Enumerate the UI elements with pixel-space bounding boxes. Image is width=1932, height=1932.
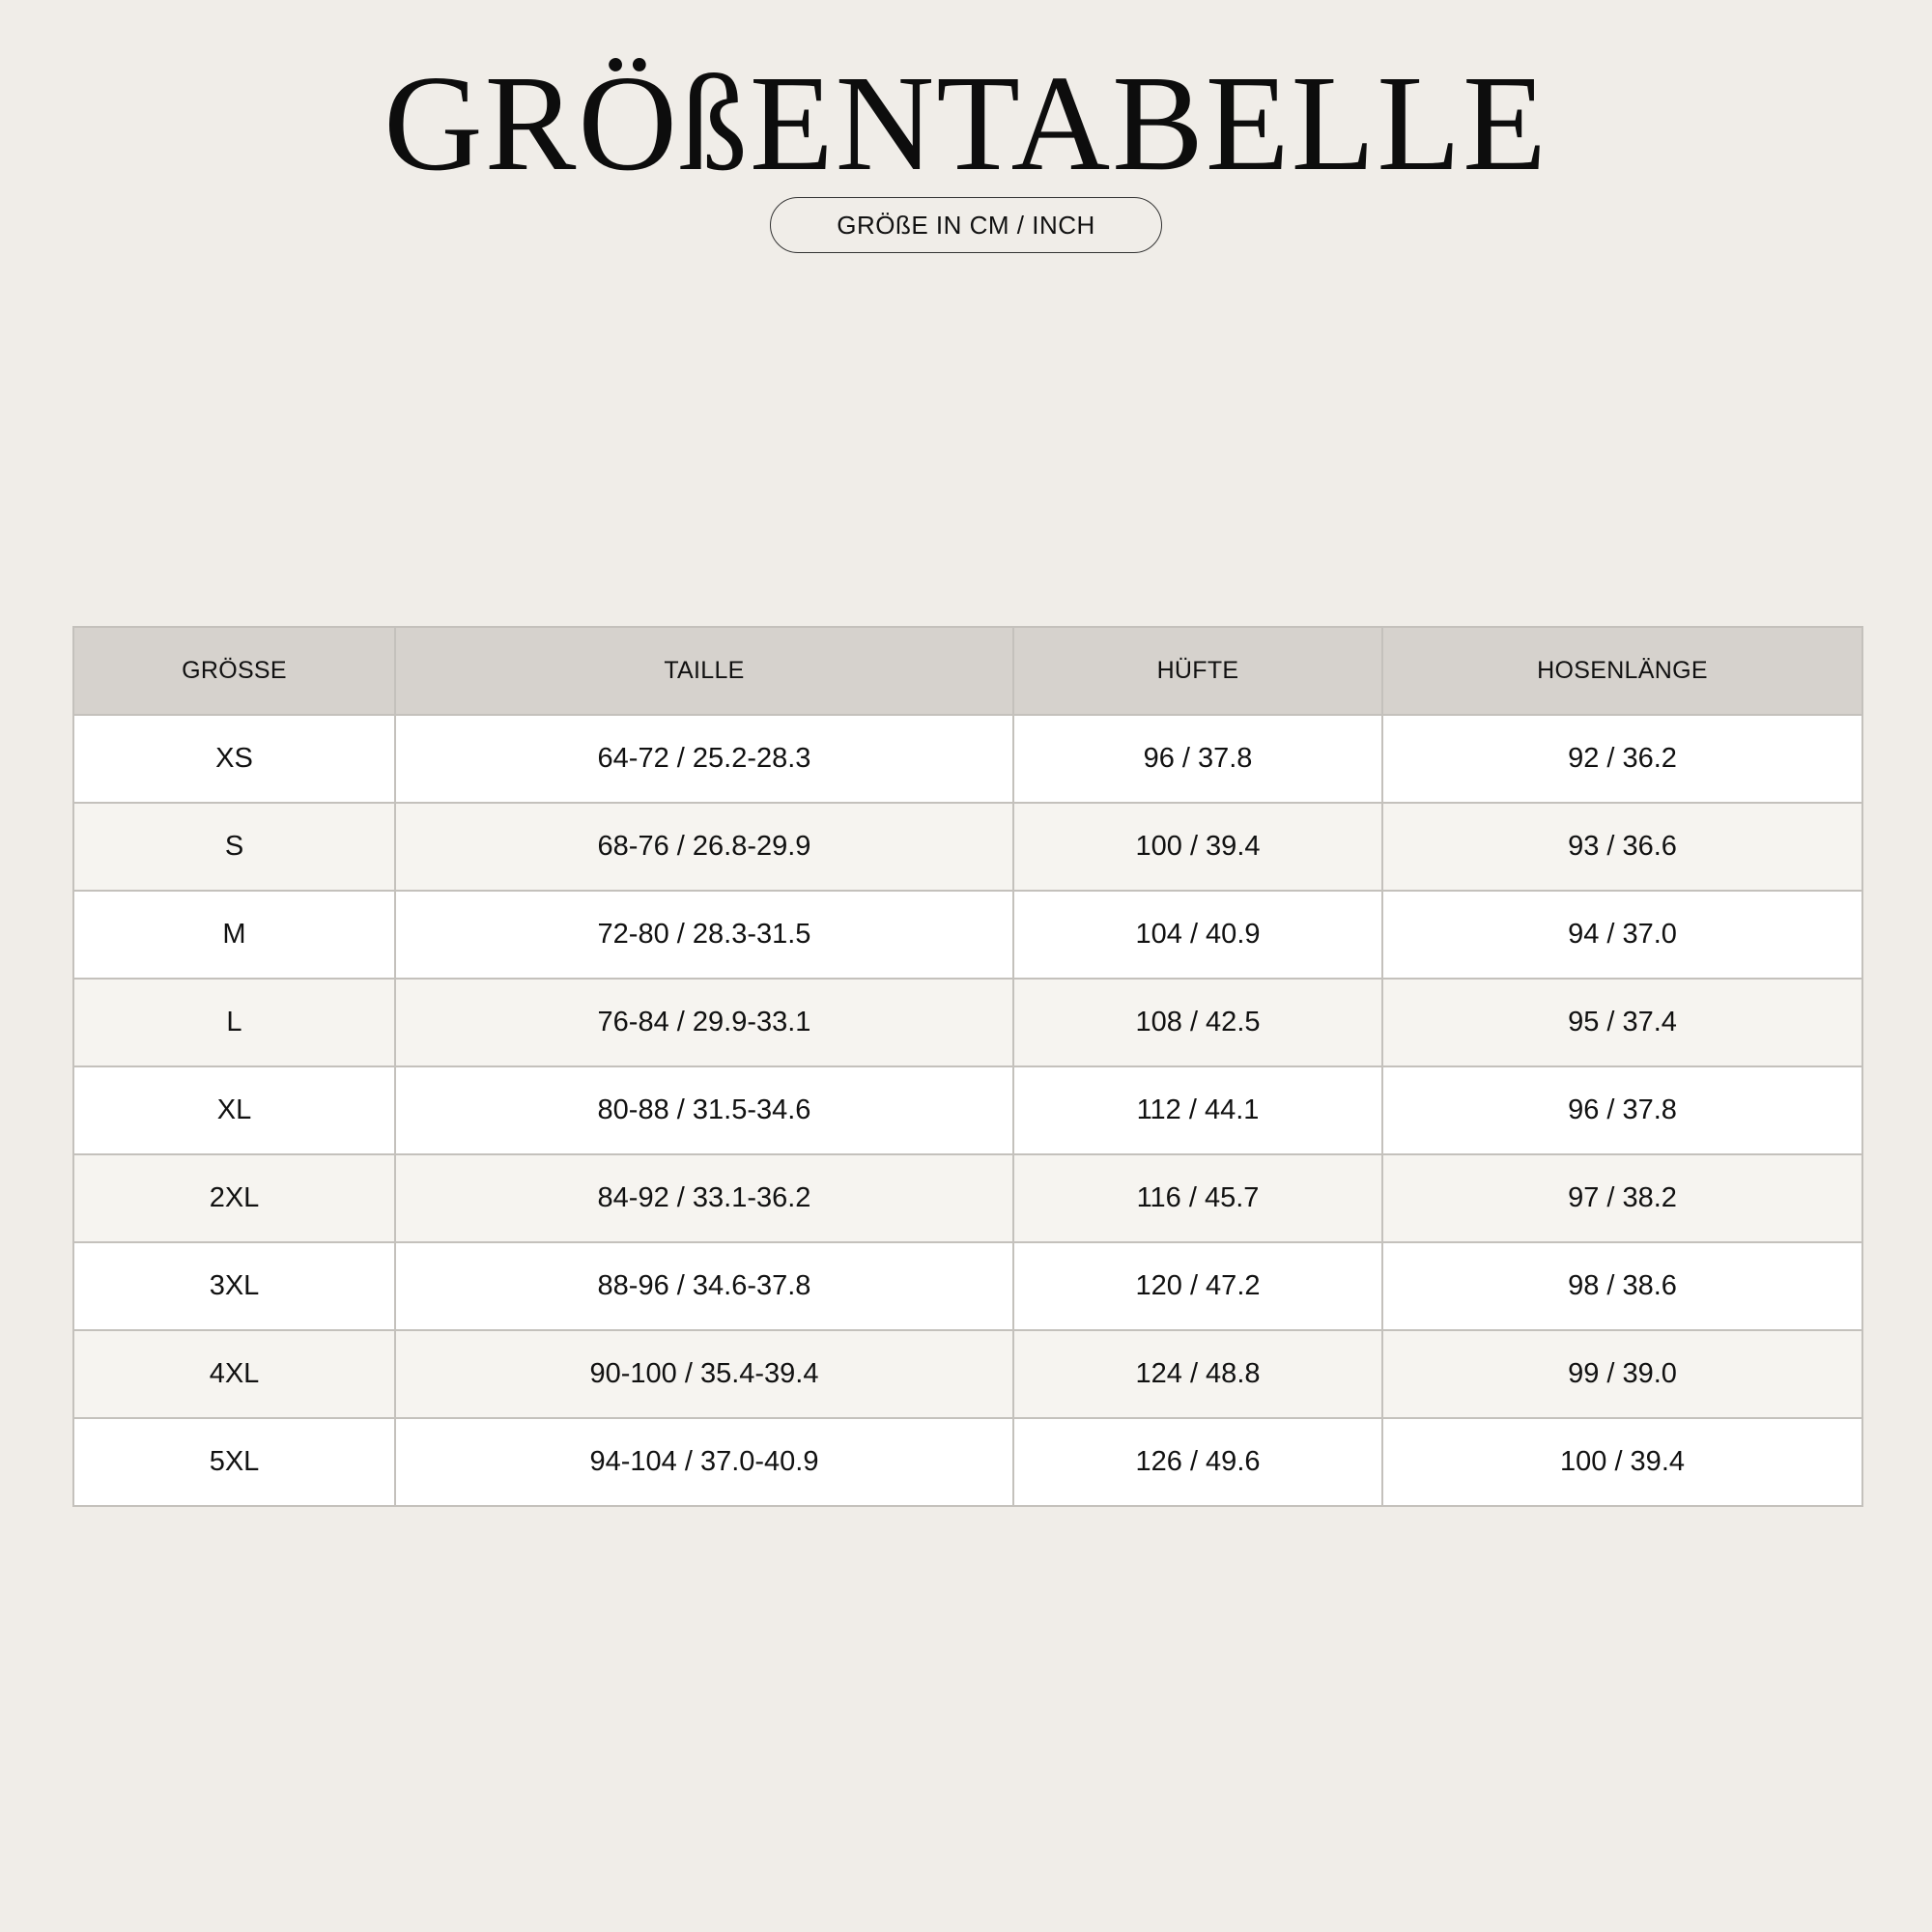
cell-waist: 72-80 / 28.3-31.5 bbox=[395, 891, 1013, 979]
cell-size: 2XL bbox=[73, 1154, 395, 1242]
cell-hip: 100 / 39.4 bbox=[1013, 803, 1382, 891]
cell-size: 5XL bbox=[73, 1418, 395, 1506]
table-row bbox=[73, 715, 1862, 803]
cell-size: M bbox=[73, 891, 395, 979]
cell-waist: 80-88 / 31.5-34.6 bbox=[395, 1066, 1013, 1154]
cell-waist: 94-104 / 37.0-40.9 bbox=[395, 1418, 1013, 1506]
cell-inseam: 95 / 37.4 bbox=[1382, 979, 1862, 1066]
unit-label-badge bbox=[770, 197, 1162, 253]
header-hip: HÜFTE bbox=[1013, 627, 1382, 715]
cell-hip: 112 / 44.1 bbox=[1013, 1066, 1382, 1154]
cell-size: S bbox=[73, 803, 395, 891]
cell-hip: 124 / 48.8 bbox=[1013, 1330, 1382, 1418]
cell-size: 3XL bbox=[73, 1242, 395, 1330]
cell-inseam: 99 / 39.0 bbox=[1382, 1330, 1862, 1418]
cell-waist: 76-84 / 29.9-33.1 bbox=[395, 979, 1013, 1066]
cell-size: XS bbox=[73, 715, 395, 803]
table-header-row bbox=[73, 627, 1862, 715]
cell-inseam: 100 / 39.4 bbox=[1382, 1418, 1862, 1506]
table-row bbox=[73, 803, 1862, 891]
cell-inseam: 93 / 36.6 bbox=[1382, 803, 1862, 891]
table-row bbox=[73, 891, 1862, 979]
table-row bbox=[73, 1418, 1862, 1506]
cell-inseam: 96 / 37.8 bbox=[1382, 1066, 1862, 1154]
cell-waist: 90-100 / 35.4-39.4 bbox=[395, 1330, 1013, 1418]
cell-inseam: 92 / 36.2 bbox=[1382, 715, 1862, 803]
cell-size: 4XL bbox=[73, 1330, 395, 1418]
cell-waist: 68-76 / 26.8-29.9 bbox=[395, 803, 1013, 891]
page-title: GRÖßENTABELLE bbox=[384, 46, 1548, 199]
cell-waist: 84-92 / 33.1-36.2 bbox=[395, 1154, 1013, 1242]
cell-inseam: 98 / 38.6 bbox=[1382, 1242, 1862, 1330]
cell-inseam: 97 / 38.2 bbox=[1382, 1154, 1862, 1242]
cell-hip: 126 / 49.6 bbox=[1013, 1418, 1382, 1506]
table-row bbox=[73, 1154, 1862, 1242]
cell-hip: 108 / 42.5 bbox=[1013, 979, 1382, 1066]
header-size: GRÖSSE bbox=[73, 627, 395, 715]
header-waist: TAILLE bbox=[395, 627, 1013, 715]
table-row bbox=[73, 1330, 1862, 1418]
cell-hip: 116 / 45.7 bbox=[1013, 1154, 1382, 1242]
cell-waist: 88-96 / 34.6-37.8 bbox=[395, 1242, 1013, 1330]
table-row bbox=[73, 979, 1862, 1066]
cell-size: XL bbox=[73, 1066, 395, 1154]
unit-label-text: GRÖßE IN CM / INCH bbox=[837, 210, 1095, 240]
size-chart-table bbox=[72, 626, 1863, 1507]
header-inseam: HOSENLÄNGE bbox=[1382, 627, 1862, 715]
table-row bbox=[73, 1242, 1862, 1330]
cell-hip: 96 / 37.8 bbox=[1013, 715, 1382, 803]
cell-hip: 104 / 40.9 bbox=[1013, 891, 1382, 979]
cell-waist: 64-72 / 25.2-28.3 bbox=[395, 715, 1013, 803]
cell-hip: 120 / 47.2 bbox=[1013, 1242, 1382, 1330]
table-row bbox=[73, 1066, 1862, 1154]
cell-size: L bbox=[73, 979, 395, 1066]
cell-inseam: 94 / 37.0 bbox=[1382, 891, 1862, 979]
